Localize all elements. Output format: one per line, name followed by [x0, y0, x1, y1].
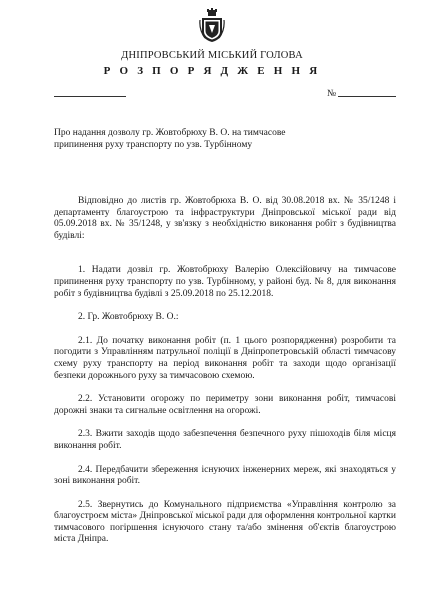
- number-blank-line: [338, 96, 396, 97]
- item-2-2-paragraph: 2.2. Установити огорожу по периметру зони виконання робіт, тимчасові дорожні знаки та сигнальне освітлення на огорожі.: [54, 394, 396, 416]
- document-body: [54, 196, 396, 546]
- preamble-paragraph: Відповідно до листів гр. Жовтобрюха В. О. від 30.08.2018 вх. № 35/1248 і департаменту благоустрою та інфраструктури Дніпровської міської ради від 05.09.2018 вх. № 35/1248, у зв'язку з необхідністю виконання робіт з будівництва будівлі:: [54, 196, 396, 241]
- issuer-title: ДНІПРОВСЬКИЙ МІСЬКИЙ ГОЛОВА: [121, 50, 303, 61]
- document-subject: Про надання дозволу гр. Жовтобрюху В. О. на тимчасове припинення руху транспорту по узв. Турбінному: [54, 128, 286, 150]
- item-2-paragraph: 2. Гр. Жовтобрюху В. О.:: [78, 312, 179, 323]
- date-blank-line: [54, 96, 126, 97]
- coat-of-arms-icon: [199, 8, 225, 44]
- item-2-5-paragraph: 2.5. Звернутись до Комунального підприємства «Управління контролю за благоустроєм міста» Дніпровської міської ради для оформлення контрольної картки тимчасового погіршення існуючого стану та/або змінення об'єктів благоустрою міста Дніпра.: [54, 499, 396, 545]
- item-2-1-paragraph: 2.1. До початку виконання робіт (п. 1 цього розпорядження) розробити та погодити з Управлінням патрульної поліції в Дніпропетровській області тимчасову схему руху транспорту на період виконання робіт та заходи щодо організації безпеки дорожнього руху за тимчасовою схемою.: [54, 335, 396, 381]
- document-type-title: Р О З П О Р Я Д Ж Е Н Н Я: [103, 65, 321, 77]
- item-2-4-paragraph: 2.4. Передбачити збереження існуючих інженерних мереж, які знаходяться у зоні виконання робіт.: [54, 464, 396, 487]
- item-2-3-paragraph: 2.3. Вжити заходів щодо забезпечення безпечного руху пішоходів біля місця виконання робіт.: [54, 429, 396, 451]
- item-1-paragraph: 1. Надати дозвіл гр. Жовтобрюху Валерію Олексійовичу на тимчасове припинення руху транспорту по узв. Турбінному, у районі буд. № 8, для виконання робіт з будівництва будівлі з 25.09.2018 по 25.12.2018.: [54, 265, 396, 299]
- number-label: №: [327, 89, 337, 99]
